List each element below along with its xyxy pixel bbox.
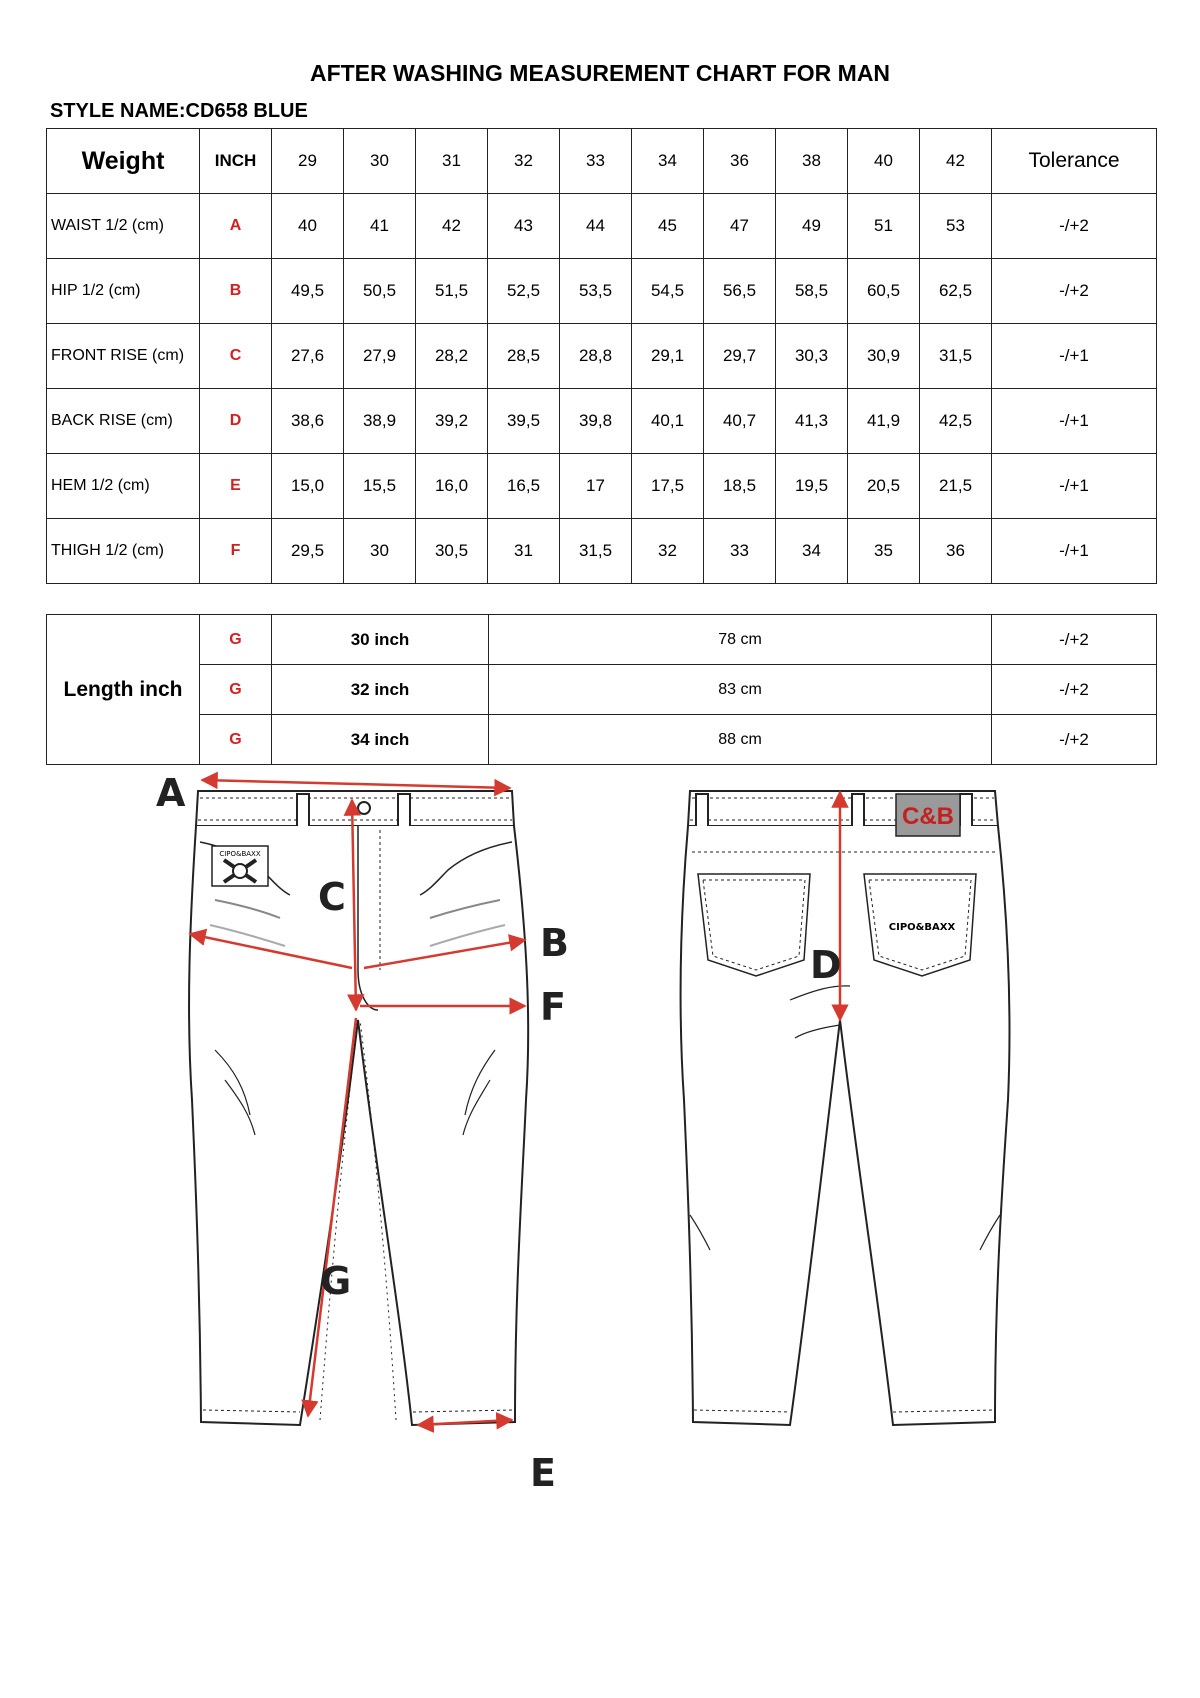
cell-value: 42,5 xyxy=(920,389,992,454)
cell-value: 53,5 xyxy=(560,259,632,324)
cell-value: 40 xyxy=(272,194,344,259)
cell-value: 43 xyxy=(488,194,560,259)
cell-value: 44 xyxy=(560,194,632,259)
label-d: D xyxy=(810,943,842,987)
row-tolerance: -/+2 xyxy=(992,194,1157,259)
length-code: G xyxy=(200,665,272,715)
patch-text: CIPO&BAXX xyxy=(219,850,261,858)
label-g: G xyxy=(320,1259,352,1303)
header-inch: INCH xyxy=(200,129,272,194)
header-row xyxy=(47,129,1157,194)
header-size: 42 xyxy=(920,129,992,194)
table-row xyxy=(47,194,1157,259)
length-code: G xyxy=(200,715,272,765)
row-tolerance: -/+1 xyxy=(992,389,1157,454)
header-size: 34 xyxy=(632,129,704,194)
length-cm: 88 cm xyxy=(489,715,992,765)
length-tolerance: -/+2 xyxy=(992,615,1157,665)
cell-value: 17,5 xyxy=(632,454,704,519)
cell-value: 32 xyxy=(632,519,704,584)
cell-value: 62,5 xyxy=(920,259,992,324)
cell-value: 42 xyxy=(416,194,488,259)
row-label: THIGH 1/2 (cm) xyxy=(47,519,200,584)
cell-value: 51,5 xyxy=(416,259,488,324)
cell-value: 52,5 xyxy=(488,259,560,324)
cell-value: 31,5 xyxy=(920,324,992,389)
length-row xyxy=(47,665,1157,715)
cell-value: 35 xyxy=(848,519,920,584)
cell-value: 40,7 xyxy=(704,389,776,454)
page-title: AFTER WASHING MEASUREMENT CHART FOR MAN xyxy=(309,60,891,86)
cell-value: 28,2 xyxy=(416,324,488,389)
back-jeans-drawing xyxy=(681,791,1010,1425)
cell-value: 60,5 xyxy=(848,259,920,324)
cell-value: 34 xyxy=(776,519,848,584)
header-size: 31 xyxy=(416,129,488,194)
cell-value: 29,7 xyxy=(704,324,776,389)
table-row xyxy=(47,259,1157,324)
label-a: A xyxy=(156,771,186,815)
row-tolerance: -/+1 xyxy=(992,519,1157,584)
row-code: D xyxy=(200,389,272,454)
table-row xyxy=(47,519,1157,584)
length-table xyxy=(46,614,1157,765)
cell-value: 45 xyxy=(632,194,704,259)
label-e: E xyxy=(530,1451,556,1495)
cell-value: 49 xyxy=(776,194,848,259)
waist-line-a xyxy=(202,780,510,788)
cell-value: 16,0 xyxy=(416,454,488,519)
cell-value: 58,5 xyxy=(776,259,848,324)
length-tolerance: -/+2 xyxy=(992,715,1157,765)
cell-value: 15,0 xyxy=(272,454,344,519)
back-pocket-text: CIPO&BAXX xyxy=(888,922,956,933)
row-code: A xyxy=(200,194,272,259)
measurement-diagram xyxy=(0,770,1200,1510)
row-label: BACK RISE (cm) xyxy=(47,389,200,454)
cell-value: 38,9 xyxy=(344,389,416,454)
row-label: HEM 1/2 (cm) xyxy=(47,454,200,519)
cell-value: 16,5 xyxy=(488,454,560,519)
table-row xyxy=(47,324,1157,389)
label-c: C xyxy=(318,875,346,919)
leather-label xyxy=(896,794,960,836)
length-inch: 30 inch xyxy=(272,615,489,665)
header-size: 33 xyxy=(560,129,632,194)
cell-value: 40,1 xyxy=(632,389,704,454)
length-inch: 34 inch xyxy=(272,715,489,765)
table-row xyxy=(47,454,1157,519)
cell-value: 17 xyxy=(560,454,632,519)
cell-value: 28,8 xyxy=(560,324,632,389)
cell-value: 53 xyxy=(920,194,992,259)
row-label: HIP 1/2 (cm) xyxy=(47,259,200,324)
cell-value: 20,5 xyxy=(848,454,920,519)
header-size: 36 xyxy=(704,129,776,194)
row-label: FRONT RISE (cm) xyxy=(47,324,200,389)
cell-value: 54,5 xyxy=(632,259,704,324)
cell-value: 41,9 xyxy=(848,389,920,454)
cell-value: 51 xyxy=(848,194,920,259)
label-b: B xyxy=(540,921,569,965)
cell-value: 28,5 xyxy=(488,324,560,389)
cell-value: 39,5 xyxy=(488,389,560,454)
row-label: WAIST 1/2 (cm) xyxy=(47,194,200,259)
cell-value: 41,3 xyxy=(776,389,848,454)
style-name: STYLE NAME:CD658 BLUE xyxy=(50,100,308,122)
row-tolerance: -/+1 xyxy=(992,324,1157,389)
length-row xyxy=(47,615,1157,665)
row-code: B xyxy=(200,259,272,324)
cell-value: 56,5 xyxy=(704,259,776,324)
cell-value: 30 xyxy=(344,519,416,584)
cell-value: 41 xyxy=(344,194,416,259)
cell-value: 18,5 xyxy=(704,454,776,519)
header-size: 32 xyxy=(488,129,560,194)
header-weight: Weight xyxy=(47,129,200,194)
length-label: Length inch xyxy=(47,615,200,765)
row-code: C xyxy=(200,324,272,389)
cell-value: 27,6 xyxy=(272,324,344,389)
cell-value: 33 xyxy=(704,519,776,584)
front-pocket-patch xyxy=(212,846,268,886)
cell-value: 47 xyxy=(704,194,776,259)
size-table xyxy=(46,128,1157,584)
row-tolerance: -/+1 xyxy=(992,454,1157,519)
header-size: 29 xyxy=(272,129,344,194)
length-row xyxy=(47,715,1157,765)
cell-value: 15,5 xyxy=(344,454,416,519)
length-cm: 83 cm xyxy=(489,665,992,715)
row-code: E xyxy=(200,454,272,519)
length-tolerance: -/+2 xyxy=(992,665,1157,715)
cell-value: 38,6 xyxy=(272,389,344,454)
label-f: F xyxy=(540,985,566,1029)
table-row xyxy=(47,389,1157,454)
cell-value: 36 xyxy=(920,519,992,584)
cell-value: 21,5 xyxy=(920,454,992,519)
header-size: 30 xyxy=(344,129,416,194)
cell-value: 50,5 xyxy=(344,259,416,324)
cell-value: 19,5 xyxy=(776,454,848,519)
length-inch: 32 inch xyxy=(272,665,489,715)
cell-value: 29,5 xyxy=(272,519,344,584)
length-cm: 78 cm xyxy=(489,615,992,665)
leather-label-text: C&B xyxy=(902,803,954,830)
cell-value: 30,9 xyxy=(848,324,920,389)
cell-value: 27,9 xyxy=(344,324,416,389)
cell-value: 49,5 xyxy=(272,259,344,324)
cell-value: 39,8 xyxy=(560,389,632,454)
header-tolerance: Tolerance xyxy=(992,129,1157,194)
cell-value: 31 xyxy=(488,519,560,584)
row-code: F xyxy=(200,519,272,584)
cell-value: 30,5 xyxy=(416,519,488,584)
header-size: 40 xyxy=(848,129,920,194)
cell-value: 39,2 xyxy=(416,389,488,454)
cell-value: 31,5 xyxy=(560,519,632,584)
row-tolerance: -/+2 xyxy=(992,259,1157,324)
cell-value: 30,3 xyxy=(776,324,848,389)
cell-value: 29,1 xyxy=(632,324,704,389)
header-size: 38 xyxy=(776,129,848,194)
length-code: G xyxy=(200,615,272,665)
